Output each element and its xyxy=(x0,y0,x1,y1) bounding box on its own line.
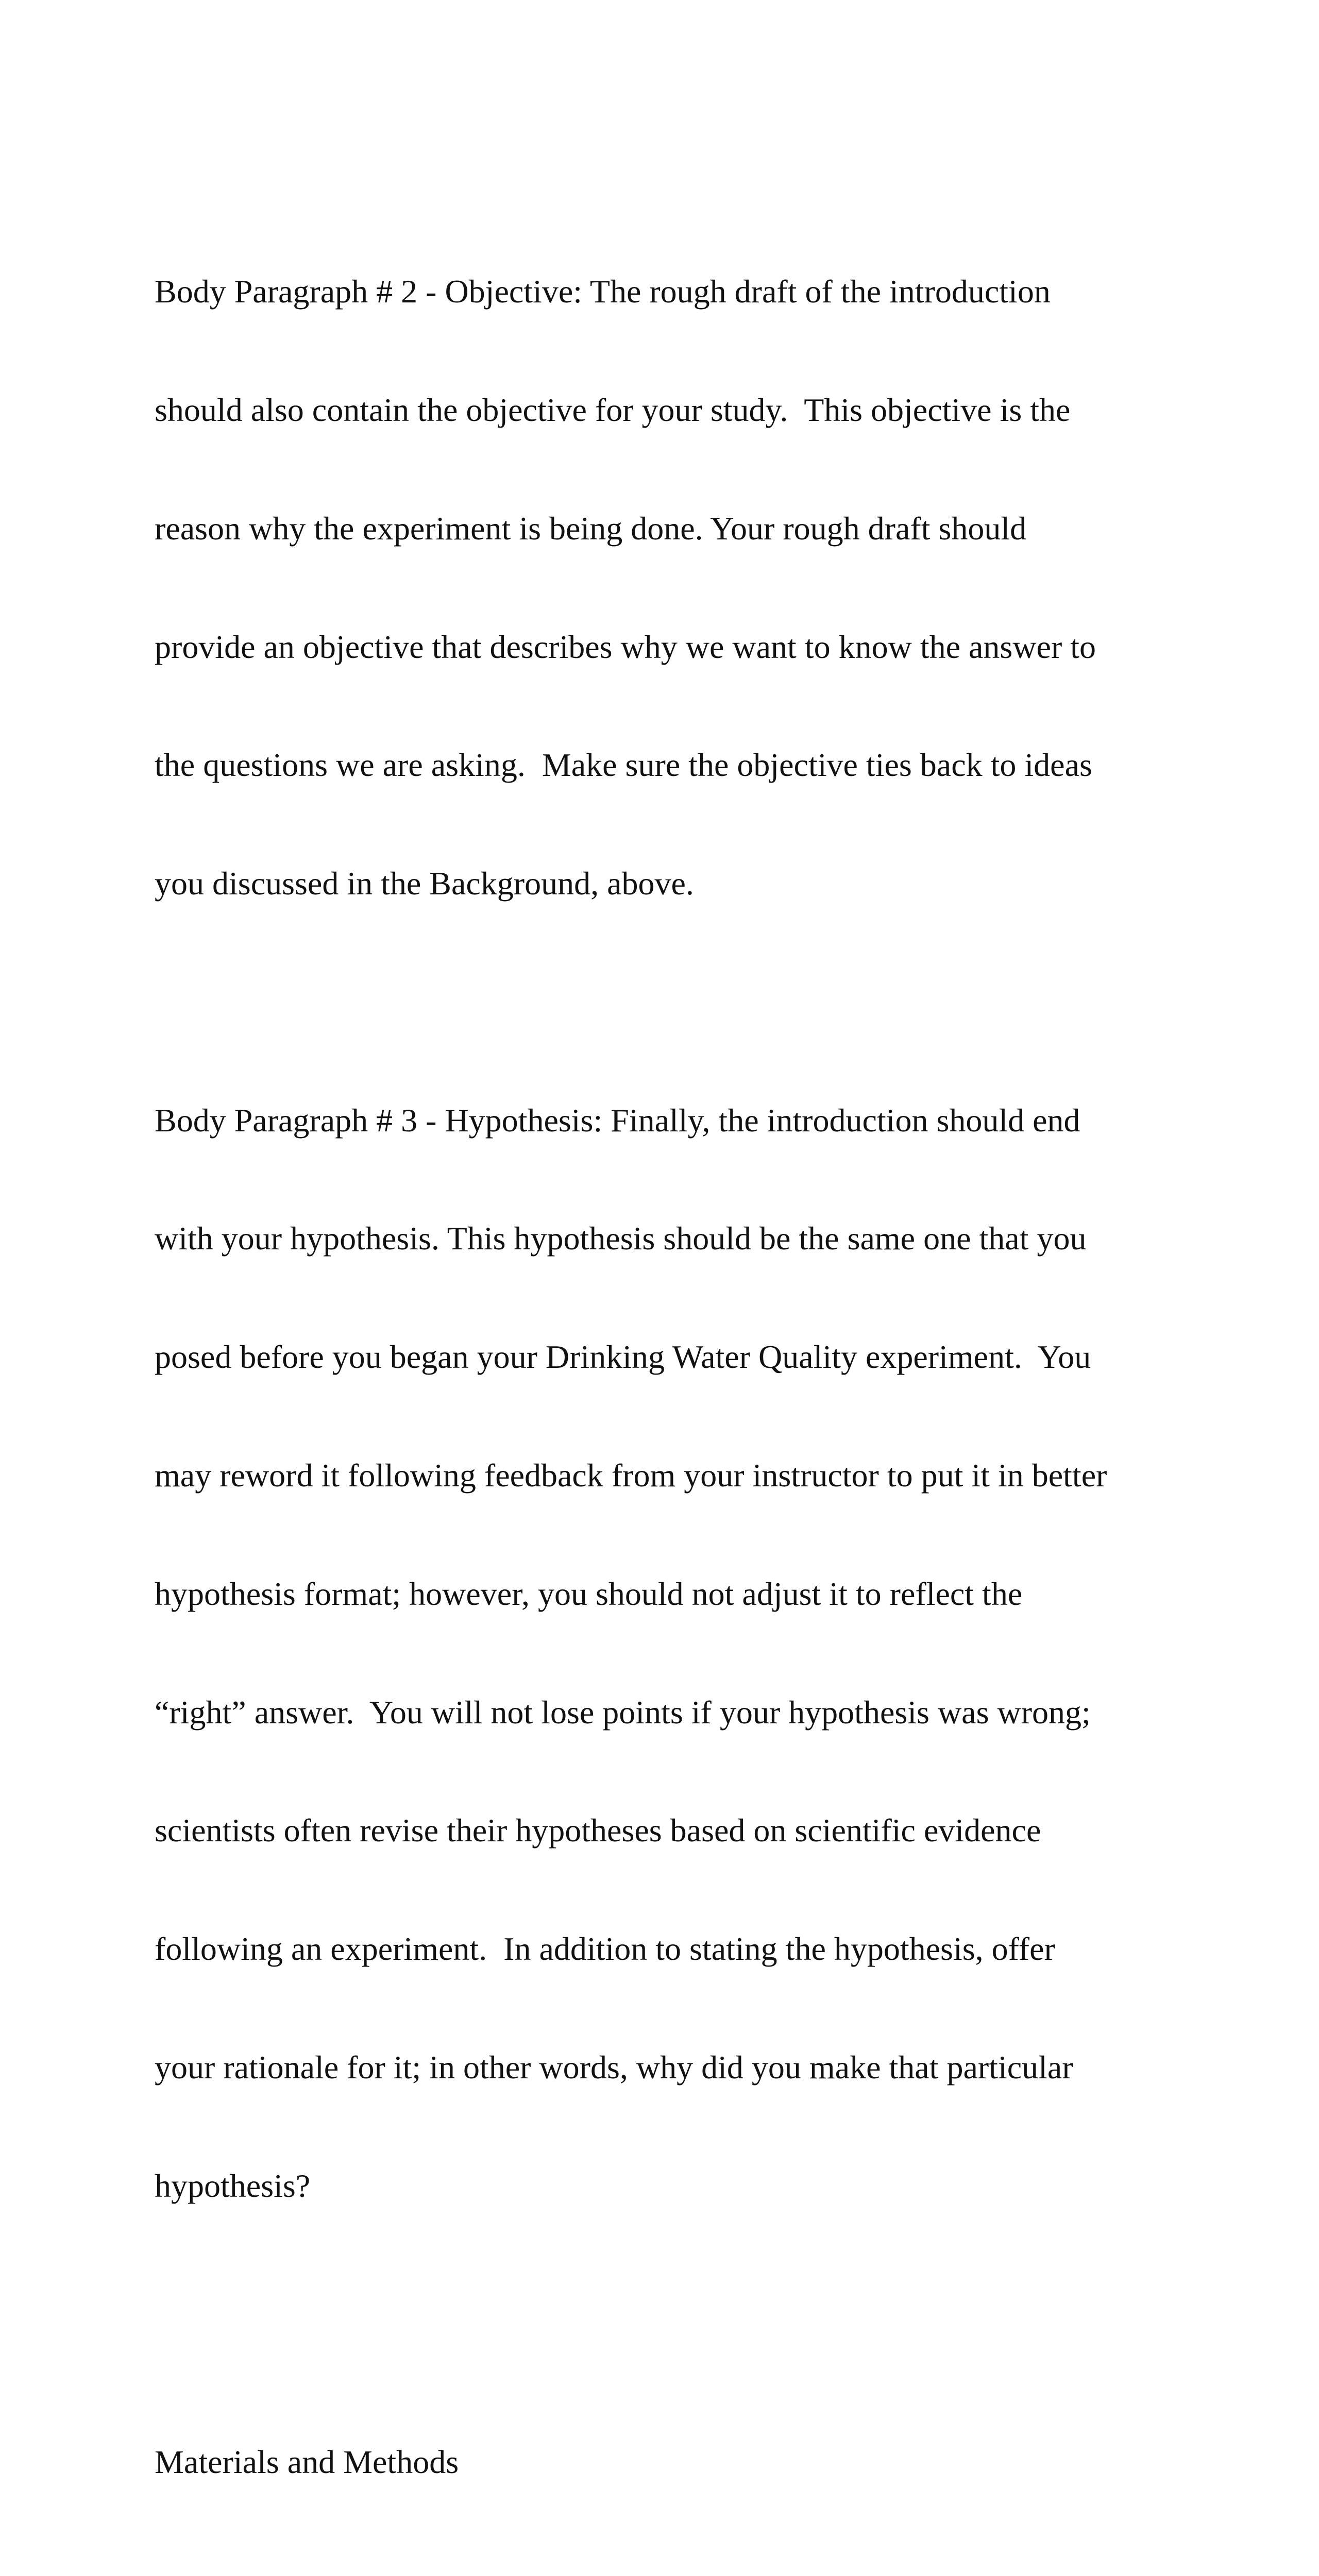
paragraph-line: the questions we are asking. Make sure the objective ties back to ideas xyxy=(155,747,1092,784)
paragraph-line: hypothesis? xyxy=(155,2167,311,2204)
materials-paragraph xyxy=(155,2561,1164,2576)
objective-paragraph xyxy=(155,193,1164,982)
paragraph-line: with your hypothesis. This hypothesis should be the same one that you xyxy=(155,1220,1087,1257)
paragraph-line: scientists often revise their hypotheses based on scientific evidence xyxy=(155,1812,1041,1849)
section-heading: Materials and Methods xyxy=(155,2443,459,2480)
paragraph-line: should also contain the objective for your study. This objective is the xyxy=(155,391,1071,428)
paragraph-line: you discussed in the Background, above. xyxy=(155,865,694,902)
paragraph-line: may reword it following feedback from your instructor to put it in better xyxy=(155,1457,1107,1494)
paragraph-line: “right” answer. You will not lose points if your hypothesis was wrong; xyxy=(155,1693,1091,1731)
paragraph-line: posed before you began your Drinking Water Quality experiment. You xyxy=(155,1338,1091,1376)
paragraph-line: provide an objective that describes why we want to know the answer to xyxy=(155,628,1096,665)
materials-heading xyxy=(155,2363,1164,2561)
section-spacer xyxy=(155,2284,1164,2363)
paragraph-line: following an experiment. In addition to stating the hypothesis, offer xyxy=(155,1930,1055,1968)
paragraph-spacer xyxy=(155,982,1164,1022)
paragraph-line: your rationale for it; in other words, why did you make that particular xyxy=(155,2048,1073,2086)
document-body xyxy=(155,193,1164,2576)
paragraph-line: Body Paragraph # 2 - Objective: The rough draft of the introduction xyxy=(155,273,1051,310)
hypothesis-paragraph xyxy=(155,1022,1164,2284)
paragraph-line: reason why the experiment is being done. Your rough draft should xyxy=(155,510,1027,547)
paragraph-line: hypothesis format; however, you should not adjust it to reflect the xyxy=(155,1575,1023,1612)
paragraph-line: Body Paragraph # 3 - Hypothesis: Finally, the introduction should end xyxy=(155,1101,1080,1139)
